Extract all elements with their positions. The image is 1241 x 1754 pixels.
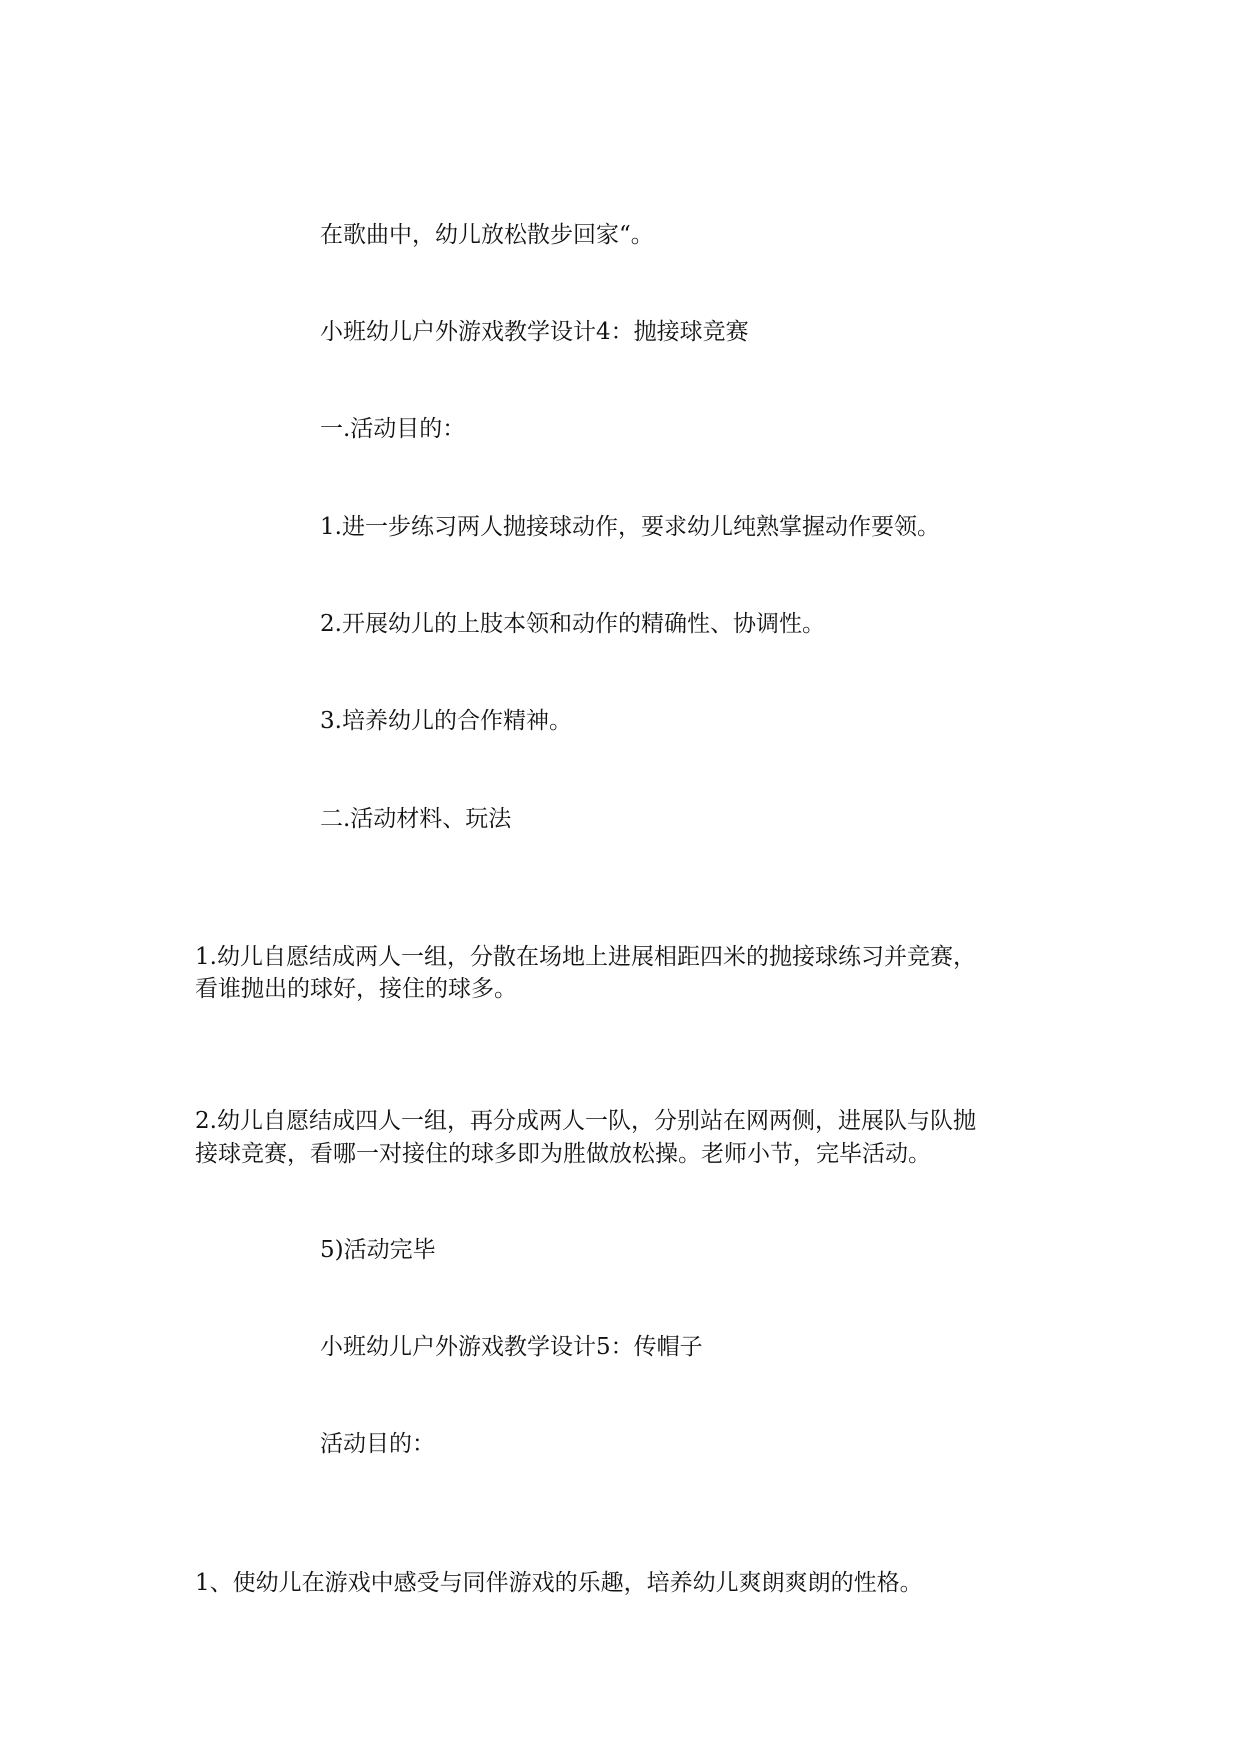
- play-item-2-line-2: 接球竞赛，看哪一对接住的球多即为胜做放松操。老师小节，完毕活动。: [195, 1141, 931, 1167]
- play-item-1-line-1: 1.幼儿自愿结成两人一组，分散在场地上进展相距四米的抛接球练习并竞赛，: [195, 944, 976, 970]
- paragraph-closing-song: 在歌曲中，幼儿放松散步回家“。: [320, 222, 654, 248]
- objective-item-1-game-5: 1、使幼儿在游戏中感受与同伴游戏的乐趣，培养幼儿爽朗爽朗的性格。: [195, 1570, 923, 1596]
- section-heading-game-4: 小班幼儿户外游戏教学设计4：抛接球竞赛: [320, 319, 749, 345]
- objective-item-1: 1.进一步练习两人抛接球动作，要求幼儿纯熟掌握动作要领。: [320, 514, 940, 540]
- objective-item-2: 2.开展幼儿的上肢本领和动作的精确性、协调性。: [320, 611, 825, 637]
- subheading-objectives: 一.活动目的：: [320, 416, 466, 442]
- play-item-2-line-1: 2.幼儿自愿结成四人一组，再分成两人一队，分别站在网两侧，进展队与队抛: [195, 1108, 976, 1134]
- subheading-objectives-2: 活动目的：: [320, 1431, 435, 1457]
- activity-end: 5)活动完毕: [320, 1237, 436, 1263]
- objective-item-3: 3.培养幼儿的合作精神。: [320, 708, 572, 734]
- play-item-1-line-2: 看谁抛出的球好，接住的球多。: [195, 976, 517, 1002]
- section-heading-game-5: 小班幼儿户外游戏教学设计5：传帽子: [320, 1334, 703, 1360]
- subheading-materials-play: 二.活动材料、玩法: [320, 806, 512, 832]
